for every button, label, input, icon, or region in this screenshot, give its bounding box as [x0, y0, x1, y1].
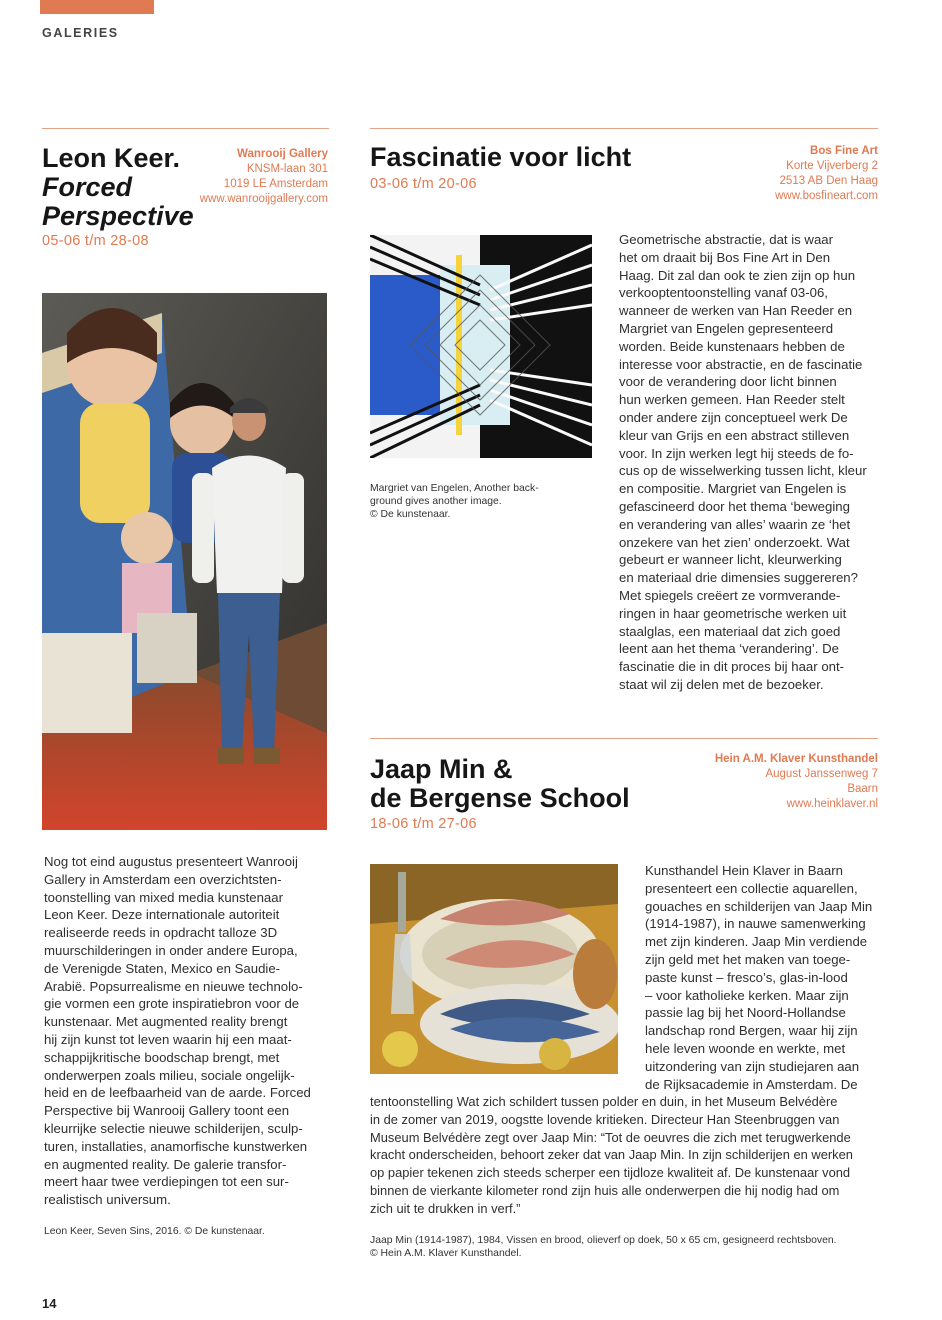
title-line: Jaap Min & [370, 754, 513, 784]
text-line: met zijn kinderen. Jaap Min verdiende [645, 934, 868, 950]
venue-info [715, 752, 878, 812]
text-line: Leon Keer. Deze internationale autoriteit [44, 907, 280, 923]
venue-city: Baarn [847, 783, 878, 795]
text-line: de Rijksacademie in Amsterdam. De [645, 1076, 858, 1092]
text-line: wanneer de werken van Han Reeder en [619, 303, 853, 319]
caption-line: © Hein A.M. Klaver Kunsthandel. [370, 1248, 522, 1260]
caption-line: Margriet van Engelen, Another back- [370, 483, 539, 494]
article-title-licht: Fascinatie voor licht [370, 142, 632, 172]
text-line: hun werken gemeen. Han Reeder stelt [619, 392, 845, 408]
title-line: de Bergense School [370, 783, 630, 814]
article-title-leon [42, 144, 194, 231]
text-line: kleurrijke selectie nieuwe schilderijen, sculp- [44, 1120, 303, 1136]
section-label: GALERIES [42, 26, 119, 40]
text-line: passie lag bij het Noord-Hollandse [645, 1005, 846, 1021]
venue-url[interactable]: www.bosfineart.com [775, 190, 878, 202]
text-line: onderwerpen zoals milieu, sociale ongelijk- [44, 1067, 295, 1083]
caption-line: © De kunstenaar. [370, 509, 451, 521]
venue-street: Korte Vijverberg 2 [786, 160, 878, 172]
text-line: interesse voor abstractie, en de fascinatie [619, 356, 863, 372]
text-line: realistisch universum. [44, 1192, 171, 1208]
venue-name: Hein A.M. Klaver Kunsthandel [714, 753, 878, 765]
page-number: 14 [42, 1296, 57, 1311]
caption-line: Jaap Min (1914-1987), 1984, Vissen en brood, olieverf op doek, 50 x 65 cm, gesigneerd rechtsboven. [370, 1235, 837, 1246]
artwork-photo-leon-keer [42, 293, 327, 830]
text-line: fascinatie die in dit proces bij haar ont- [619, 659, 845, 675]
exhibition-dates: 05-06 t/m 28-08 [42, 233, 149, 249]
text-line: voor de verandering door licht binnen [619, 374, 837, 390]
text-line: Margriet van Engelen gepresenteerd [619, 320, 834, 336]
text-line: ringen in haar geometrische werken uit [619, 605, 847, 621]
text-line: kracht onderscheiden, behoort zeker dat van Jaap Min. In zijn schilderijen en werken [370, 1147, 853, 1163]
text-line: leent aan het thema ‘verandering’. De [619, 641, 839, 657]
text-line: – voor katholieke kerken. Maar zijn [645, 987, 849, 1003]
text-line: in de zomer van 2019, oogstte lovende kritieken. Directeur Han Steenbruggen van [370, 1111, 840, 1127]
venue-name: Bos Fine Art [810, 145, 878, 157]
divider-rule [370, 128, 878, 129]
title-line-italic: Forced [42, 172, 133, 203]
text-line: Geometrische abstractie, dat is waar [619, 232, 834, 247]
text-line: en augmented reality. De galerie transfor- [44, 1156, 287, 1172]
photo-caption-licht [370, 482, 585, 522]
venue-info [200, 147, 328, 207]
text-line: Kunsthandel Hein Klaver in Baarn [645, 863, 843, 878]
exhibition-dates: 18-06 t/m 27-06 [370, 816, 477, 832]
venue-name: Wanrooij Gallery [237, 148, 328, 160]
text-line: heid en de leefbaarheid van de aarde. Forced [44, 1085, 311, 1101]
venue-url[interactable]: www.wanrooijgallery.com [199, 193, 328, 205]
text-line: cus op de wisselwerking tussen licht, kleur [619, 463, 867, 479]
title-line-italic: Perspective [42, 201, 194, 232]
venue-city: 1019 LE Amsterdam [223, 178, 328, 190]
text-line: Arabië. Popsurrealisme en nieuwe technolo- [44, 978, 303, 994]
text-line: en verandering van alles’ waarin ze ‘het [619, 516, 851, 532]
text-line: Nog tot eind augustus presenteert Wanrooij [44, 854, 298, 869]
venue-city: 2513 AB Den Haag [779, 175, 878, 187]
text-line: gie vormen een grote inspiratiebron voor de [44, 996, 300, 1012]
text-line: binnen de vierkante kilometer rond zijn huis alle onderwerpen die hij nodig had om [370, 1182, 840, 1198]
caption-line: ground gives another image. [370, 496, 502, 508]
text-line: toonstelling van mixed media kunstenaar [44, 889, 283, 905]
text-line: (1914-1987), in nauwe samenwerking [645, 916, 866, 932]
text-line: de Verenigde Staten, Mexico en Saudie- [44, 960, 281, 976]
text-line: gebeurt er wanneer licht, kleurwerking [619, 552, 842, 568]
article-body-leon [44, 853, 329, 1209]
text-line: uitzondering van zijn studiejaren aan [645, 1058, 860, 1074]
artwork-photo-geometric-abstraction [370, 235, 592, 458]
text-line: tentoonstelling Wat zich schildert tussen polder en duin, in het Museum Belvédère [370, 1094, 838, 1109]
text-line: voor. In zijn werken legt hij steeds de fo- [619, 445, 854, 461]
divider-rule [42, 128, 329, 129]
article-body-licht [619, 231, 881, 694]
text-line: onzekere van het zien’ onderzoekt. Wat [619, 534, 850, 550]
text-line: Gallery in Amsterdam een overzichtsten- [44, 871, 282, 887]
text-line: paste kunst – fresco’s, glas-in-lood [645, 969, 848, 985]
divider-rule [370, 738, 878, 739]
venue-street: KNSM-laan 301 [246, 163, 328, 175]
text-line: muurschilderingen in onder andere Europa, [44, 942, 298, 958]
text-line: landschap rond Bergen, waar hij zijn [645, 1023, 858, 1039]
photo-caption-jaap [370, 1234, 885, 1260]
text-line: presenteert een collectie aquarellen, [645, 880, 858, 896]
text-line: kunstenaar. Met augmented reality brengt [44, 1014, 288, 1030]
text-line: schappijkritische boodschap brengt, met [44, 1049, 280, 1065]
text-line: en compositie. Margriet van Engelen is [619, 481, 847, 497]
venue-street: August Janssenweg 7 [765, 768, 878, 780]
text-line: Perspective bij Wanrooij Gallery toont een [44, 1103, 290, 1119]
text-line: turen, installaties, anamorfische kunstwerken [44, 1138, 308, 1154]
header-accent-bar [40, 0, 154, 14]
exhibition-dates: 03-06 t/m 20-06 [370, 176, 477, 192]
text-line: zijn geld met het maken van toege- [645, 951, 851, 967]
text-line: Museum Belvédère zegt over Jaap Min: “Tot de oeuvres die zich met terugwerkende [370, 1129, 851, 1145]
text-line: gouaches en schilderijen van Jaap Min [645, 898, 873, 914]
text-line: hij zijn kunst tot leven waarin hij een maat- [44, 1031, 292, 1047]
text-line: verkooptentoonstelling vanaf 03-06, [619, 285, 828, 301]
venue-info [775, 144, 878, 204]
text-line: Met spiegels creëert ze vormverande- [619, 587, 841, 603]
text-line: staat wil zij delen met de bezoeker. [619, 676, 824, 692]
text-line: onder andere zijn conceptueel werk De [619, 409, 848, 425]
text-line: het om draait bij Bos Fine Art in Den [619, 249, 831, 265]
text-line: kleur van Grijs en een abstract stilleven [619, 427, 850, 443]
text-line: op papier tekenen zich steeds scherper een tijdloze kwaliteit af. De kunstenaar vond [370, 1165, 851, 1181]
text-line: worden. Beide kunstenaars hebben de [619, 338, 845, 354]
artwork-photo-vissen-en-brood [370, 864, 618, 1074]
article-body-jaap-full [370, 1093, 885, 1218]
text-line: gefascineerd door het thema ‘beweging [619, 498, 850, 514]
text-line: Haag. Dit zal dan ook te zien zijn op hun [619, 267, 856, 283]
article-body-jaap-right [645, 862, 885, 1093]
text-line: staalglas, een materiaal dat zich goed [619, 623, 841, 639]
article-title-jaap [370, 755, 630, 813]
text-line: hele leven woonde en werkte, met [645, 1040, 846, 1056]
text-line: meert haar twee verdiepingen tot een sur- [44, 1174, 289, 1190]
text-line: en materiaal drie dimensies suggereren? [619, 570, 858, 586]
text-line: realiseerde reeds in opdracht talloze 3D [44, 925, 278, 941]
text-line: zich uit te drukken in verf.” [370, 1200, 521, 1216]
venue-url[interactable]: www.heinklaver.nl [786, 798, 878, 810]
title-line: Leon Keer. [42, 143, 181, 173]
photo-caption-leon: Leon Keer, Seven Sins, 2016. © De kunstenaar. [44, 1226, 265, 1237]
